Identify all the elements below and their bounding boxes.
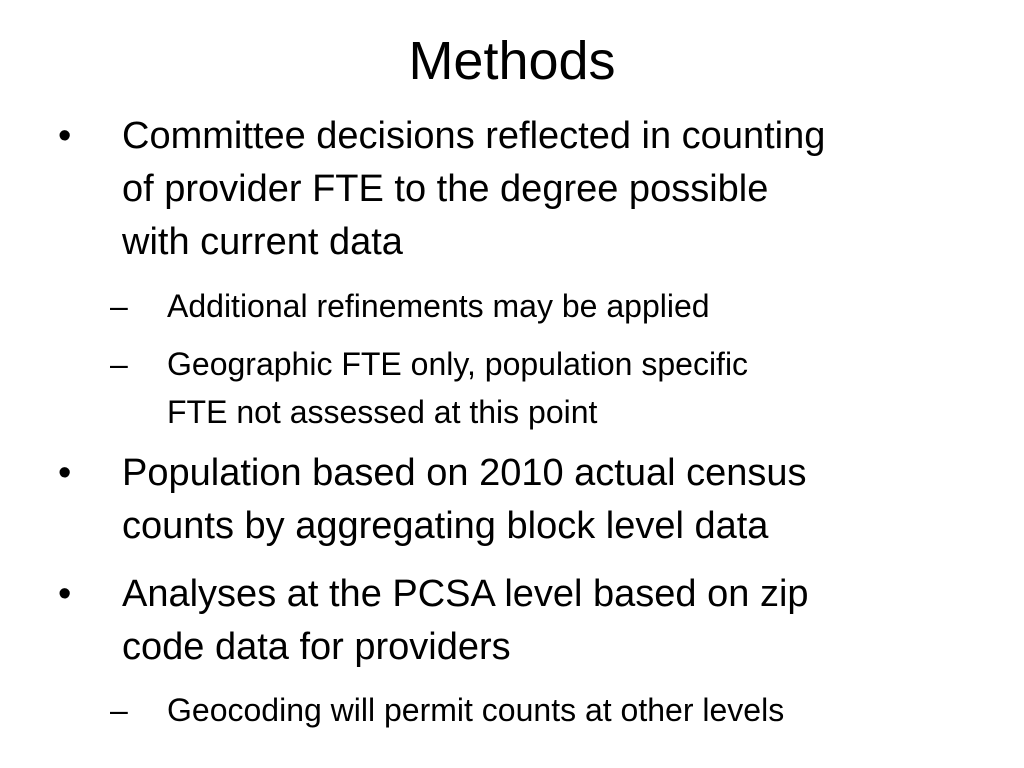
sub-bullet-text-1-2: Geographic FTE only, population specific FTE not assessed at this point <box>167 346 749 430</box>
bullet-text-1: Committee decisions reflected in counting of provider FTE to the degree possible with current data <box>122 115 826 263</box>
sub-bullet-marker: – <box>110 692 128 728</box>
sub-bullet-text-1-1: Additional refinements may be applied <box>167 288 710 324</box>
bullet-text-3: Analyses at the PCSA level based on zip code data for providers <box>122 573 809 668</box>
sub-bullet-marker: – <box>110 346 128 382</box>
slide-title: Methods <box>408 31 616 91</box>
bullet-marker: • <box>58 573 72 615</box>
bullet-marker: • <box>58 115 72 157</box>
sub-bullet-text-3-1: Geocoding will permit counts at other levels <box>167 692 785 728</box>
bullet-marker: • <box>58 452 72 494</box>
bullet-text-2: Population based on 2010 actual census counts by aggregating block level data <box>122 452 807 547</box>
sub-bullet-marker: – <box>110 288 128 324</box>
